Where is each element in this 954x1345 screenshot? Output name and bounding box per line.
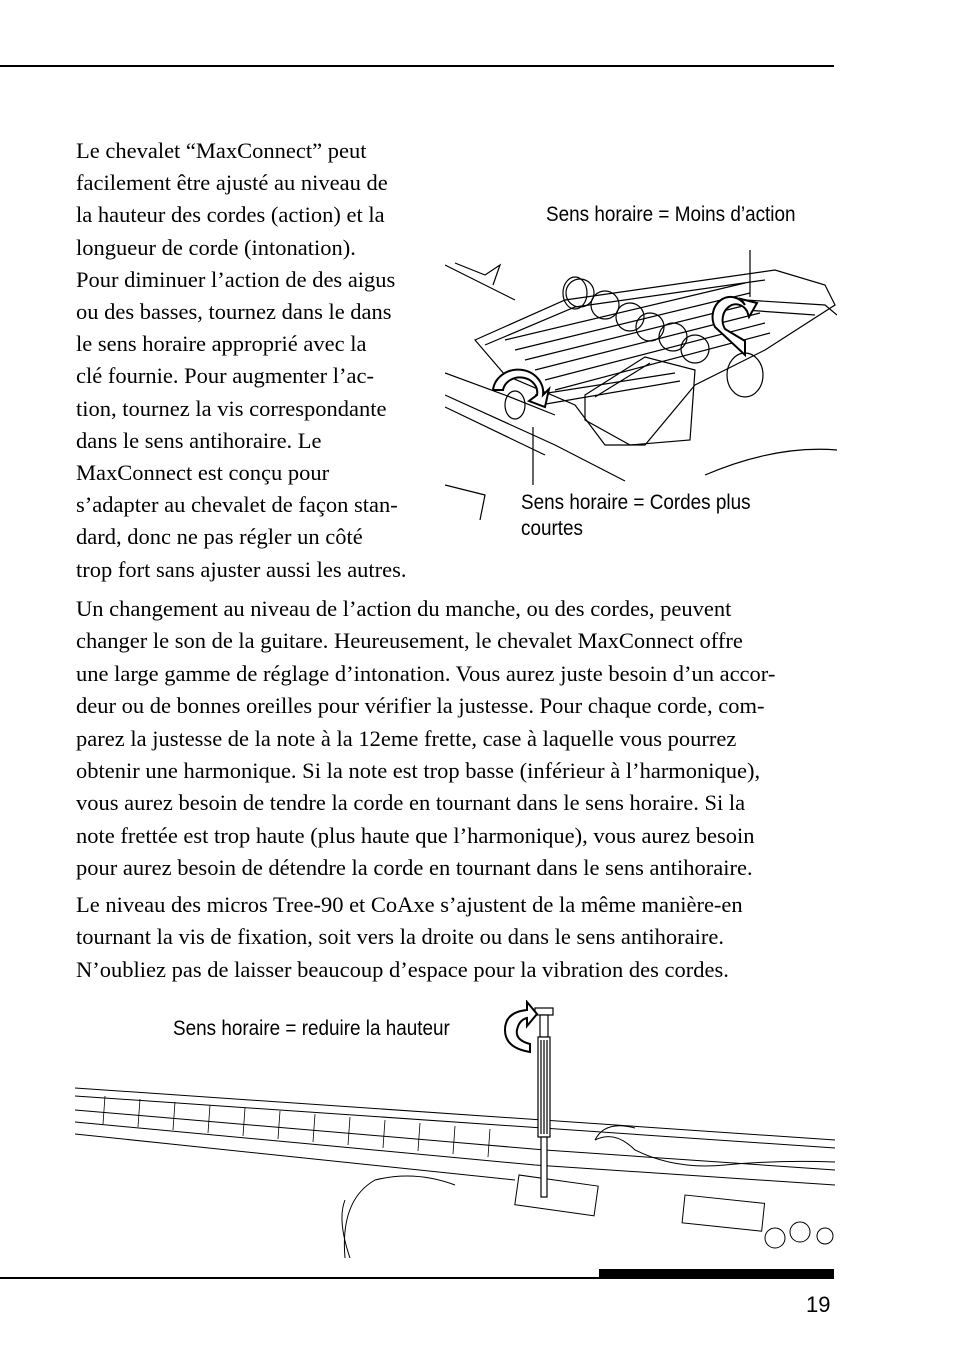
text-line: ou des basses, tournez dans le dans — [76, 299, 392, 325]
intro-paragraph — [76, 135, 456, 586]
text-line: la hauteur des cordes (action) et la — [76, 202, 385, 228]
text-line: dard, donc ne pas régler un côté — [76, 524, 363, 550]
caption-less-action: Sens horaire = Moins d’action — [546, 203, 796, 226]
text-line: le sens horaire approprié avec la — [76, 331, 367, 357]
guitar-neck-illustration — [75, 1000, 835, 1258]
header-rule — [0, 65, 834, 67]
pickup-paragraph — [76, 889, 846, 986]
caption-line: Sens horaire = Cordes plus — [521, 491, 751, 514]
text-line: deur ou de bonnes oreilles pour vérifier la justesse. Pour chaque corde, com- — [76, 693, 765, 719]
page-number: 19 — [806, 1292, 831, 1317]
text-line: une large gamme de réglage d’intonation. Vous aurez juste besoin d’un accor- — [76, 660, 776, 686]
bridge-illustration — [445, 245, 837, 520]
text-line: Un changement au niveau de l’action du manche, ou des cordes, peuvent — [76, 596, 732, 621]
text-line: tournant la vis de fixation, soit vers la droite ou dans le sens antihoraire. — [76, 924, 724, 950]
text-line: clé fournie. Pour augmenter l’ac- — [76, 363, 374, 389]
text-line: note frettée est trop haute (plus haute que l’harmonique), vous aurez besoin — [76, 822, 755, 848]
text-line: vous aurez besoin de tendre la corde en tournant dans le sens horaire. Si la — [76, 790, 746, 816]
text-line: changer le son de la guitare. Heureusement, le chevalet MaxConnect offre — [76, 628, 743, 654]
text-line: Le chevalet “MaxConnect” peut — [76, 138, 367, 163]
caption-line: courtes — [521, 517, 583, 540]
text-line: obtenir une harmonique. Si la note est trop basse (inférieur à l’harmonique), — [76, 758, 761, 784]
text-line: longueur de corde (intonation). — [76, 234, 356, 260]
text-line: trop fort sans ajuster aussi les autres. — [76, 556, 407, 582]
text-line: N’oubliez pas de laisser beaucoup d’espace pour la vibration des cordes. — [76, 956, 729, 982]
text-line: facilement être ajusté au niveau de — [76, 170, 388, 196]
text-line: Le niveau des micros Tree-90 et CoAxe s’ajustent de la même manière-en — [76, 892, 743, 917]
text-line: pour aurez besoin de détendre la corde en tournant dans le sens antihoraire. — [76, 855, 753, 881]
text-line: parez la justesse de la note à la 12eme frette, case à laquelle vous pourrez — [76, 725, 737, 751]
clockwise-arrow-icon — [505, 1002, 537, 1052]
screwdriver-icon — [535, 1008, 553, 1197]
text-line: tion, tournez la vis correspondante — [76, 395, 387, 421]
footer-bar — [599, 1269, 834, 1279]
text-line: dans le sens antihoraire. Le — [76, 427, 322, 453]
caption-reduce-height: Sens horaire = reduire la hauteur — [173, 1017, 450, 1040]
text-line: MaxConnect est conçu pour — [76, 460, 330, 486]
text-line: s’adapter au chevalet de façon stan- — [76, 492, 398, 518]
intonation-paragraph — [76, 593, 846, 885]
text-line: Pour diminuer l’action de des aigus — [76, 266, 396, 292]
